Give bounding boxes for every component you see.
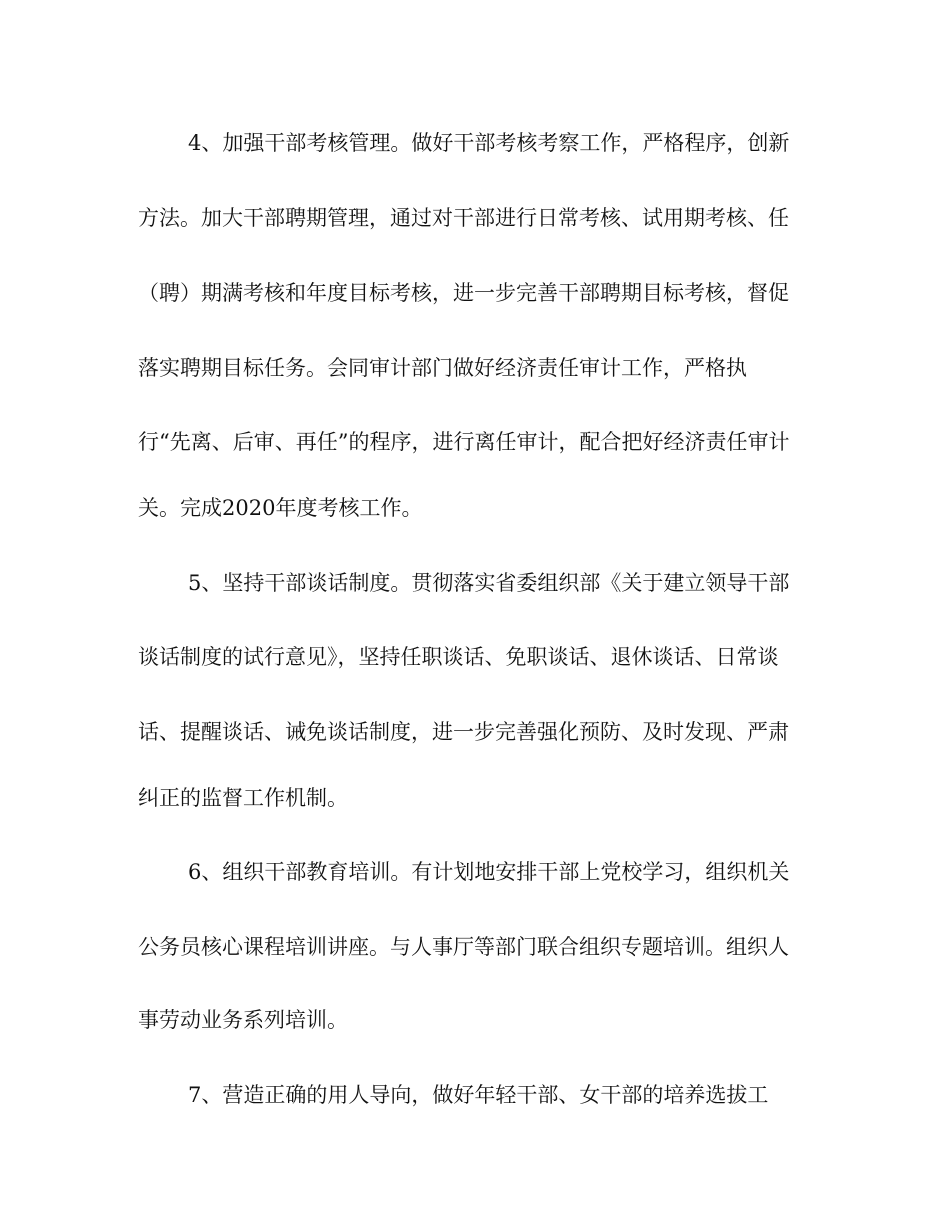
paragraph-6-line-1: 6、组织干部教育培训。有计划地安排干部上党校学习，组织机关	[188, 860, 790, 884]
paragraph-5-line-1: 5、坚持干部谈话制度。贯彻落实省委组织部《关于建立领导干部	[188, 571, 790, 595]
paragraph-4-line-3: （聘）期满考核和年度目标考核，进一步完善干部聘期目标考核，督促	[138, 281, 789, 305]
paragraph-5-line-4: 纠正的监督工作机制。	[138, 786, 348, 810]
paragraph-4-line-5: 行“先离、后审、再任”的程序，进行离任审计，配合把好经济责任审计	[138, 430, 790, 454]
paragraph-4-line-2: 方法。加大干部聘期管理，通过对干部进行日常考核、试用期考核、任	[138, 206, 789, 230]
paragraph-4-line-6: 关。完成2020年度考核工作。	[138, 496, 423, 520]
paragraph-4-line-4: 落实聘期目标任务。会同审计部门做好经济责任审计工作，严格执	[138, 356, 747, 380]
paragraph-4-line-1: 4、加强干部考核管理。做好干部考核考察工作，严格程序，创新	[188, 131, 790, 155]
paragraph-7-line-1: 7、营造正确的用人导向，做好年轻干部、女干部的培养选拔工	[188, 1083, 769, 1107]
paragraph-6-line-2: 公务员核心课程培训讲座。与人事厅等部门联合组织专题培训。组织人	[138, 935, 789, 959]
paragraph-5-line-3: 话、提醒谈话、诫免谈话制度，进一步完善强化预防、及时发现、严肃	[138, 720, 789, 744]
paragraph-6-line-3: 事劳动业务系列培训。	[138, 1008, 348, 1032]
paragraph-5-line-2: 谈话制度的试行意见》，坚持任职谈话、免职谈话、退休谈话、日常谈	[138, 645, 779, 669]
